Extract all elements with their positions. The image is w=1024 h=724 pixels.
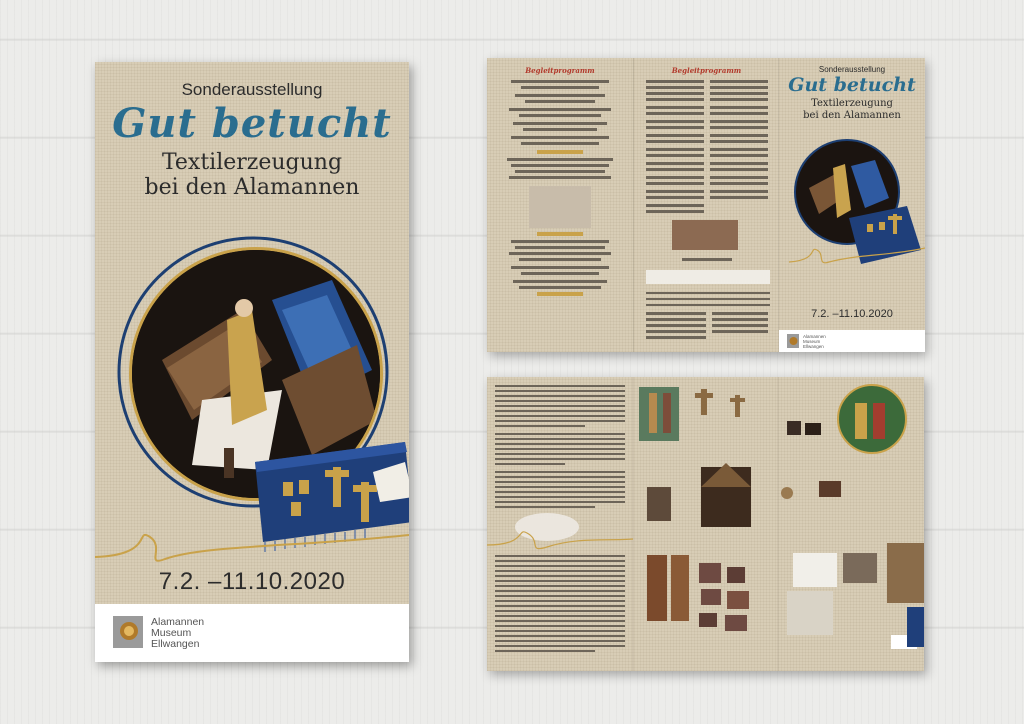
museum-name-line3: Ellwangen	[151, 638, 200, 650]
brochure-logo-line2: Museum	[803, 339, 821, 344]
flyer-title: Gut betucht	[112, 100, 392, 147]
flyer-footer	[95, 604, 409, 662]
inside-spread-illustration	[487, 377, 924, 671]
brochure-outside	[487, 58, 924, 352]
flyer-subheading-line1: Textilerzeugung	[161, 150, 343, 175]
brochure-cover-dates: 7.2. –11.10.2020	[811, 308, 893, 320]
front-flyer	[95, 62, 409, 662]
museum-name	[151, 617, 204, 650]
flyer-subheading-line2: bei den Alamannen	[144, 175, 360, 200]
brochure-inside	[487, 377, 924, 671]
brochure-cover-illustration	[789, 138, 925, 278]
brochure-logo-line1: Alamannen	[803, 334, 826, 339]
brochure-cover-title: Gut betucht	[788, 74, 916, 96]
exhibition-dates: 7.2. –11.10.2020	[158, 568, 346, 595]
program-text-block-1	[501, 80, 619, 300]
program-panel-2	[633, 58, 779, 352]
museum-name-line1: Alamannen	[151, 616, 205, 628]
museum-name-line2: Museum	[151, 627, 192, 639]
museum-logo-icon	[113, 616, 143, 648]
brochure-cover-panel	[778, 58, 925, 352]
program-panel-1	[487, 58, 633, 352]
brochure-cover-subheading-line1: Textilerzeugung	[811, 98, 893, 109]
brochure-logo-icon	[787, 334, 799, 348]
brochure-logo-text	[803, 334, 826, 349]
brochure-cover-subheading-line2: bei den Alamannen	[803, 110, 901, 121]
program-text-block-2	[642, 78, 772, 346]
brochure-cover-footer	[779, 330, 925, 352]
brochure-cover-subtitle: Sonderausstellung	[818, 65, 886, 74]
brochure-logo-line3: Ellwangen	[803, 344, 824, 349]
program-header-1: Begleitprogramm	[525, 66, 595, 75]
brochure-cover-subheading	[779, 98, 925, 122]
flyer-subtitle: Sonderausstellung	[181, 80, 323, 99]
program-header-2: Begleitprogramm	[671, 66, 742, 75]
flyer-subheading	[95, 150, 409, 200]
